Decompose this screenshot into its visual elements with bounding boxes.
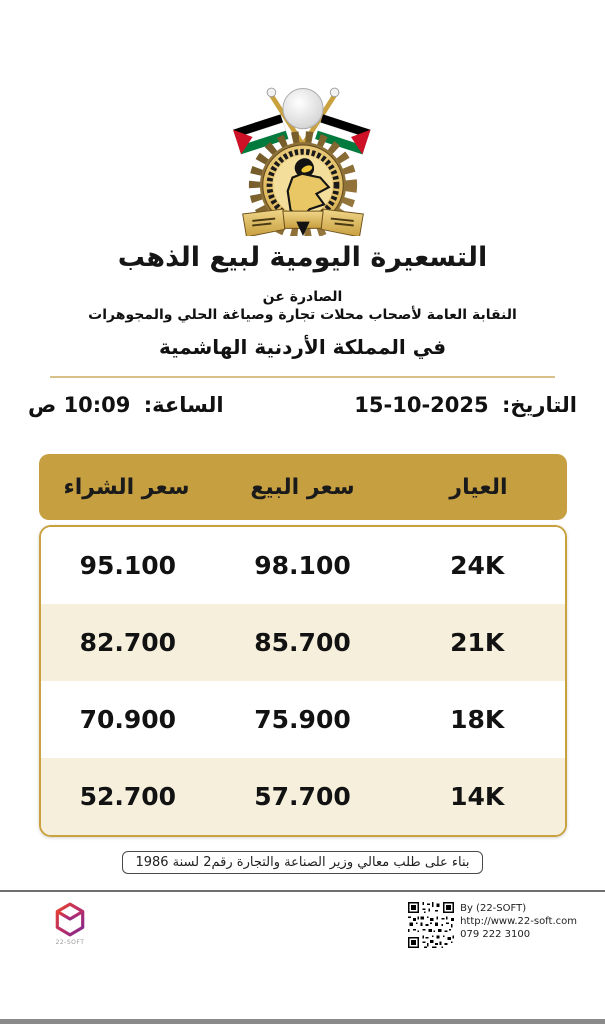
credit-url: http://www.22-soft.com: [460, 916, 577, 927]
gold-price-table: [39, 454, 567, 837]
table-header-row: [39, 454, 567, 520]
date-time-row: [28, 390, 577, 420]
credit-by: By (22-SOFT): [460, 903, 527, 914]
issued-by-label: الصادرة عن: [262, 289, 343, 305]
legal-note: بناء على طلب معالي وزير الصناعة والتجارة رقم2 لسنة 1986: [122, 851, 482, 874]
credit-text: [460, 902, 577, 941]
sell-price-cell: 57.700: [254, 782, 351, 811]
col-header-buy: سعر الشراء: [63, 474, 190, 500]
buy-price-cell: 70.900: [79, 705, 177, 734]
footer: [0, 892, 605, 948]
date-value: 15-10-2025: [354, 393, 489, 417]
cube-logo-caption: 22-SOFT: [55, 939, 85, 946]
bottom-edge-bar: [0, 1019, 605, 1024]
table-body: [39, 525, 567, 837]
issuer-name: النقابة العامة لأصحاب محلات تجارة وصياغة الحلي والمجوهرات: [88, 307, 517, 323]
sell-price-cell: 85.700: [254, 628, 351, 657]
karat-cell: 18K: [450, 705, 505, 734]
table-row: [41, 604, 565, 681]
karat-cell: 14K: [450, 782, 505, 811]
table-row: [41, 681, 565, 758]
table-row: [41, 527, 565, 604]
page-title: التسعيرة اليومية لبيع الذهب: [117, 242, 488, 273]
col-header-karat: العيار: [449, 474, 508, 500]
header-divider: [50, 376, 555, 378]
date-field: [354, 390, 577, 420]
time-value: 10:09 ص: [28, 393, 131, 417]
country-line: في المملكة الأردنية الهاشمية: [158, 335, 447, 359]
col-header-sell: سعر البيع: [250, 474, 355, 500]
qr-code-icon: [408, 902, 454, 948]
karat-cell: 24K: [450, 551, 505, 580]
table-row: [41, 758, 565, 835]
syndicate-emblem-icon: [218, 78, 388, 236]
cube-logo-icon: [54, 902, 86, 938]
buy-price-cell: 52.700: [79, 782, 177, 811]
credit-block: [408, 902, 577, 948]
time-label: الساعة:: [143, 393, 224, 417]
sell-price-cell: 75.900: [254, 705, 351, 734]
credit-phone: 079 222 3100: [460, 929, 531, 940]
buy-price-cell: 82.700: [79, 628, 177, 657]
buy-price-cell: 95.100: [79, 551, 177, 580]
date-label: التاريخ:: [501, 393, 577, 417]
time-field: [28, 390, 224, 420]
legal-note-wrap: [0, 851, 605, 874]
sell-price-cell: 98.100: [254, 551, 351, 580]
vendor-logo: [54, 902, 86, 946]
karat-cell: 21K: [450, 628, 505, 657]
